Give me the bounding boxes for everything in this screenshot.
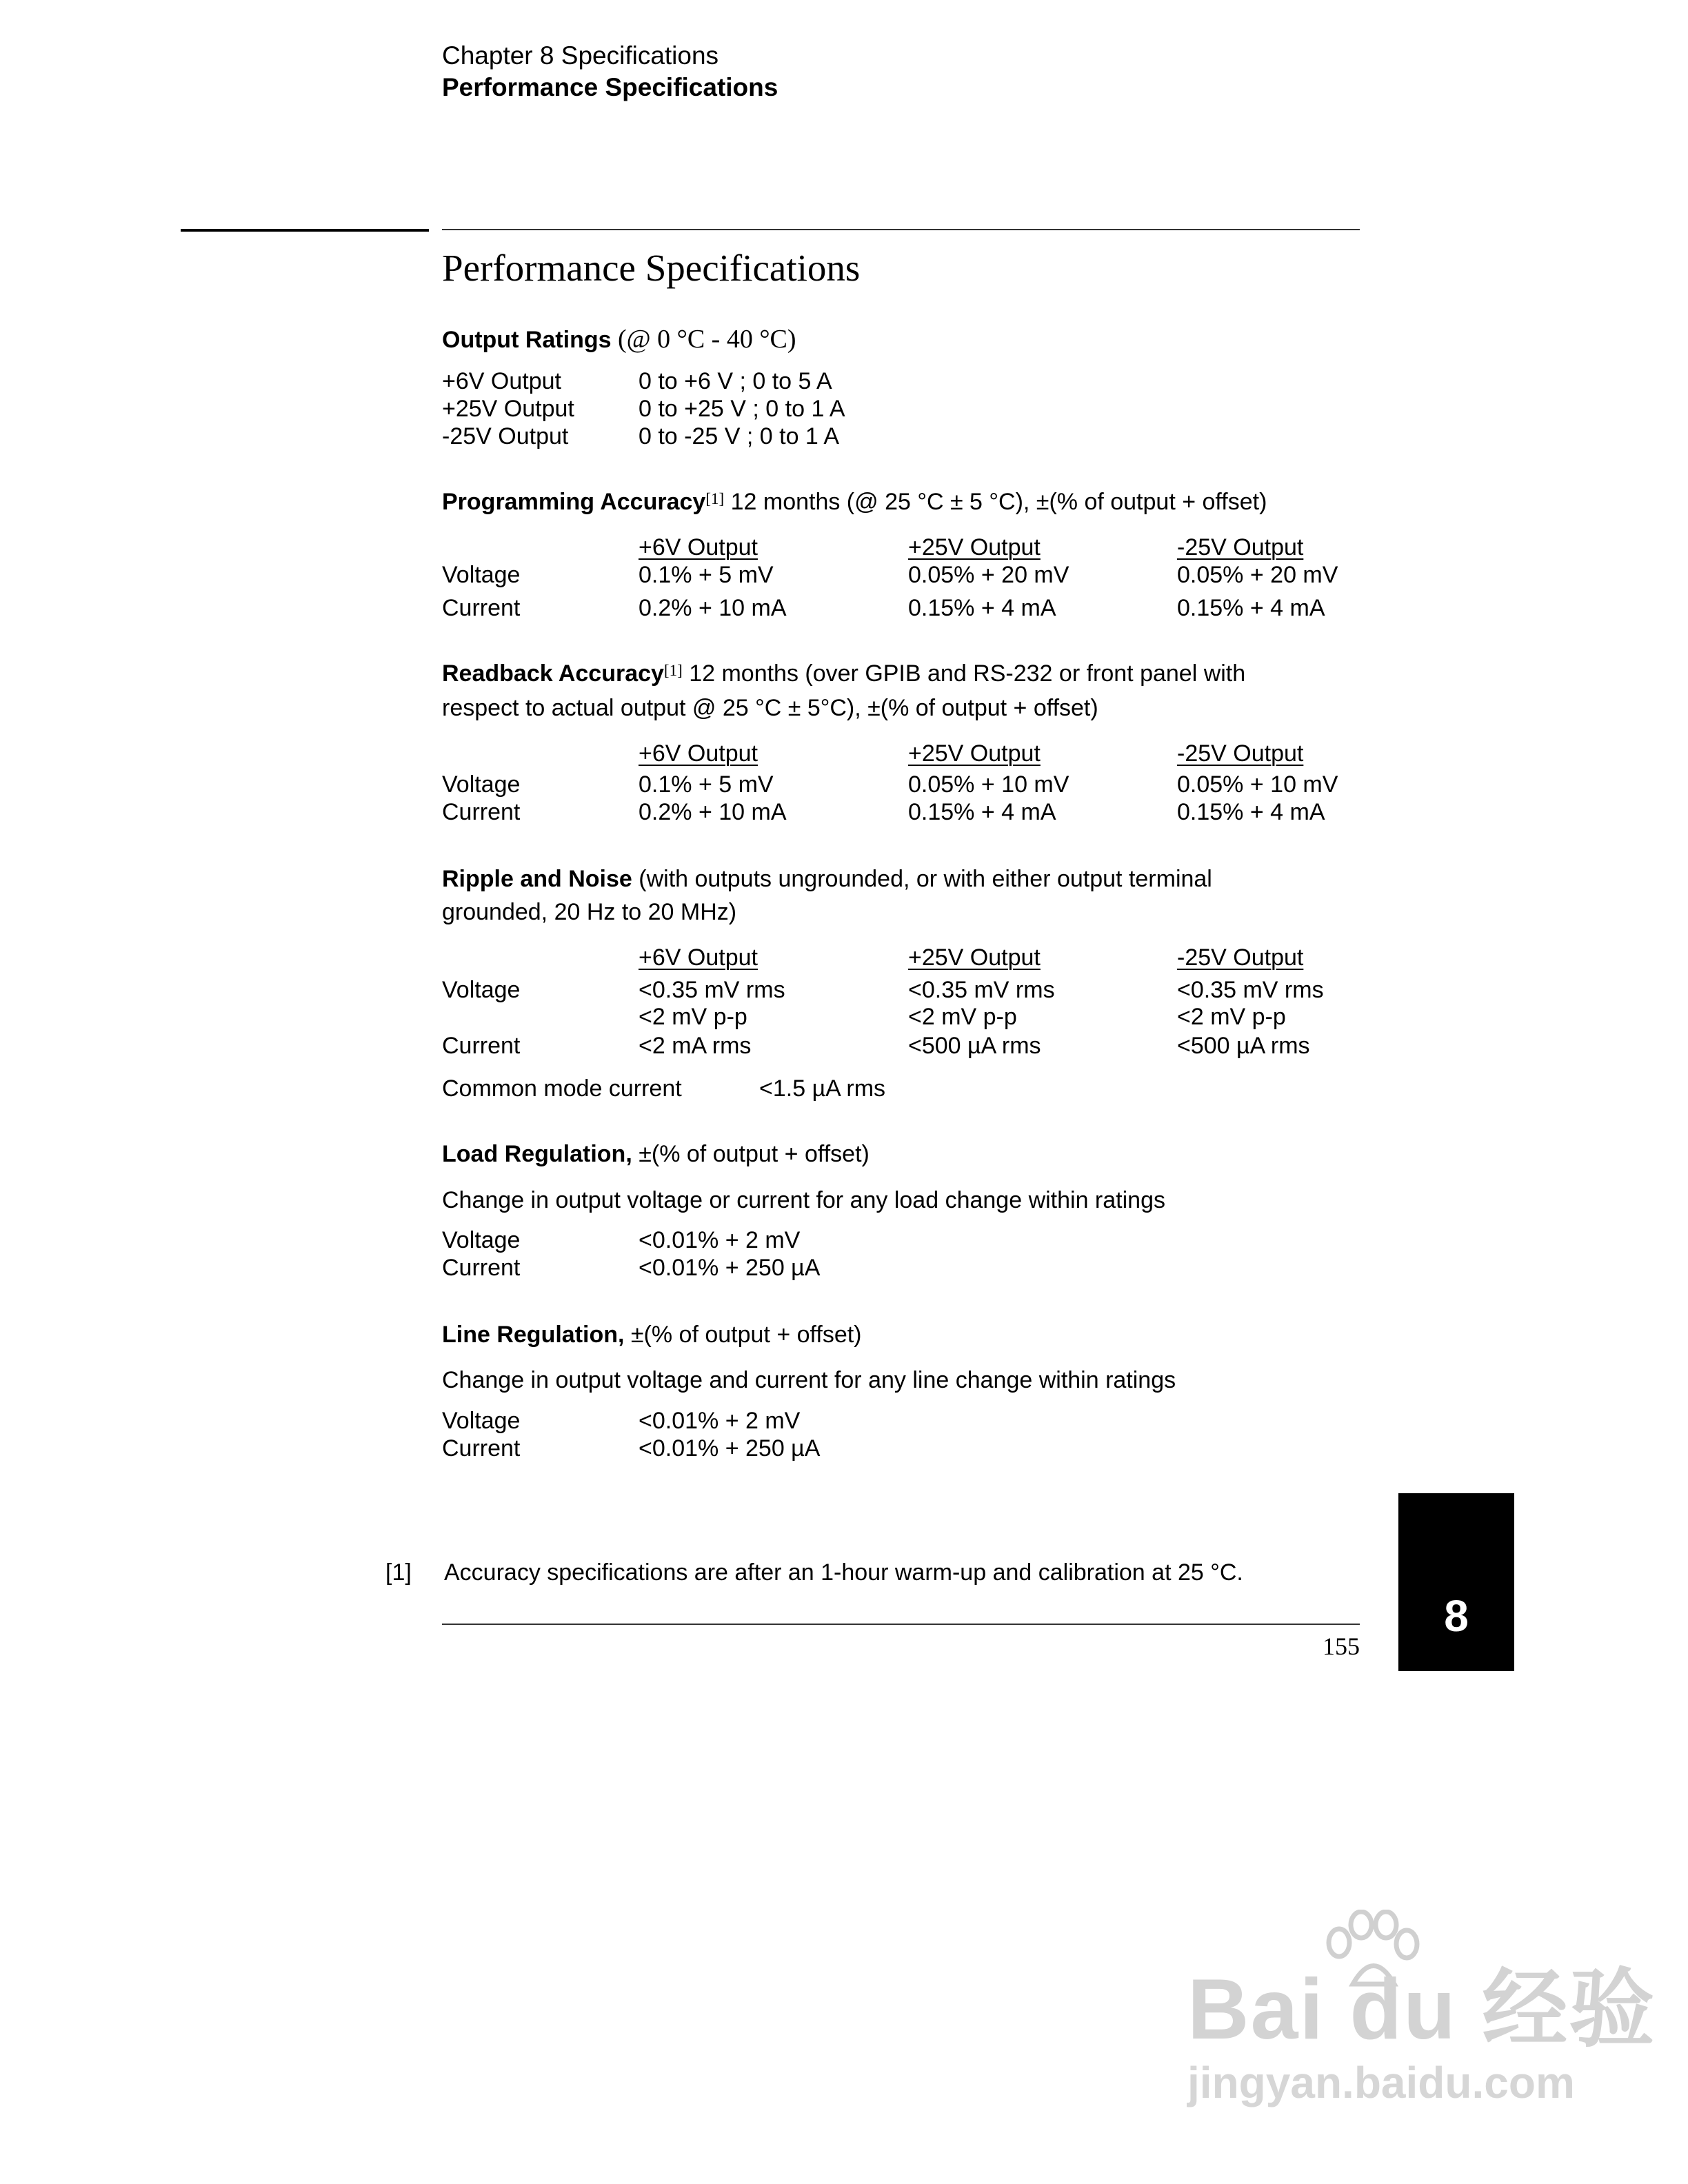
spec-value: 0.05% + 10 mV bbox=[1177, 771, 1338, 798]
ripple-noise-title: Ripple and Noise bbox=[442, 866, 632, 892]
column-header: +6V Output bbox=[639, 944, 758, 971]
output-rating-value: 0 to +25 V ; 0 to 1 A bbox=[639, 396, 845, 422]
load-regulation-suffix: ±(% of output + offset) bbox=[632, 1141, 870, 1167]
column-header: -25V Output bbox=[1177, 944, 1304, 971]
spec-value: 0.15% + 4 mA bbox=[908, 595, 1056, 621]
spec-value: <2 mV p-p bbox=[908, 1004, 1017, 1030]
column-header: +25V Output bbox=[908, 944, 1041, 971]
spec-value: 0.2% + 10 mA bbox=[639, 799, 787, 825]
line-regulation-suffix: ±(% of output + offset) bbox=[624, 1322, 862, 1348]
row-label: Voltage bbox=[442, 771, 521, 798]
output-rating-value: 0 to -25 V ; 0 to 1 A bbox=[639, 423, 840, 449]
output-ratings-heading bbox=[442, 325, 796, 354]
programming-accuracy-description: 12 months (@ 25 °C ± 5 °C), ±(% of output + offset) bbox=[724, 489, 1267, 515]
spec-value: <0.35 mV rms bbox=[639, 977, 785, 1003]
left-rule bbox=[181, 229, 429, 232]
load-regulation-description: Change in output voltage or current for any load change within ratings bbox=[442, 1187, 1165, 1213]
row-label: Voltage bbox=[442, 1408, 521, 1434]
column-header: +25V Output bbox=[908, 534, 1041, 560]
spec-value: 0.15% + 4 mA bbox=[1177, 595, 1325, 621]
common-mode-value: <1.5 µA rms bbox=[759, 1075, 886, 1102]
bottom-rule bbox=[442, 1624, 1360, 1625]
chapter-label: Chapter 8 Specifications bbox=[442, 41, 719, 70]
output-rating-label: +6V Output bbox=[442, 368, 561, 394]
page-number: 155 bbox=[1323, 1632, 1360, 1660]
spec-value: <0.35 mV rms bbox=[908, 977, 1055, 1003]
line-regulation-description: Change in output voltage and current for any line change within ratings bbox=[442, 1367, 1176, 1393]
output-rating-label: -25V Output bbox=[442, 423, 569, 449]
programming-accuracy-heading bbox=[442, 488, 1267, 516]
spec-value: 0.2% + 10 mA bbox=[639, 595, 787, 621]
spec-value: <500 µA rms bbox=[1177, 1033, 1310, 1059]
row-label: Current bbox=[442, 595, 521, 621]
ripple-noise-description-2: grounded, 20 Hz to 20 MHz) bbox=[442, 899, 737, 925]
column-header: -25V Output bbox=[1177, 534, 1304, 560]
chapter-tab-number: 8 bbox=[1444, 1591, 1469, 1641]
footnote-ref: [1] bbox=[705, 490, 725, 507]
column-header: +25V Output bbox=[908, 740, 1041, 767]
spec-value: 0.1% + 5 mV bbox=[639, 771, 774, 798]
row-label: Current bbox=[442, 799, 521, 825]
spec-value: 0.15% + 4 mA bbox=[908, 799, 1056, 825]
spec-value: <0.01% + 2 mV bbox=[639, 1227, 801, 1253]
spec-value: <0.35 mV rms bbox=[1177, 977, 1324, 1003]
output-rating-label: +25V Output bbox=[442, 396, 574, 422]
spec-value: 0.05% + 20 mV bbox=[1177, 562, 1338, 588]
readback-accuracy-title: Readback Accuracy bbox=[442, 660, 664, 687]
column-header: +6V Output bbox=[639, 534, 758, 560]
readback-accuracy-heading bbox=[442, 660, 1245, 687]
watermark-url: jingyan.baidu.com bbox=[1187, 2058, 1575, 2107]
watermark-brand: Bai du 经验 bbox=[1187, 1962, 1656, 2057]
footnote-text: Accuracy specifications are after an 1-hour warm-up and calibration at 25 °C. bbox=[444, 1559, 1243, 1586]
programming-accuracy-title: Programming Accuracy bbox=[442, 489, 706, 515]
spec-value: <0.01% + 250 µA bbox=[639, 1255, 821, 1281]
spec-value: 0.05% + 10 mV bbox=[908, 771, 1069, 798]
spec-value: <2 mV p-p bbox=[639, 1004, 747, 1030]
readback-accuracy-description: 12 months (over GPIB and RS-232 or front panel with bbox=[682, 660, 1246, 687]
output-rating-value: 0 to +6 V ; 0 to 5 A bbox=[639, 368, 832, 394]
column-header: -25V Output bbox=[1177, 740, 1304, 767]
footnote-ref: [1] bbox=[663, 662, 683, 679]
output-ratings-title: Output Ratings bbox=[442, 327, 612, 353]
row-label: Voltage bbox=[442, 1227, 521, 1253]
common-mode-label: Common mode current bbox=[442, 1075, 682, 1102]
spec-value: <2 mA rms bbox=[639, 1033, 752, 1059]
row-label: Current bbox=[442, 1033, 521, 1059]
spec-value: <0.01% + 2 mV bbox=[639, 1408, 801, 1434]
line-regulation-title: Line Regulation, bbox=[442, 1322, 625, 1348]
footnote-marker: [1] bbox=[385, 1559, 412, 1586]
section-label: Performance Specifications bbox=[442, 73, 778, 101]
row-label: Voltage bbox=[442, 562, 521, 588]
spec-value: 0.05% + 20 mV bbox=[908, 562, 1069, 588]
column-header: +6V Output bbox=[639, 740, 758, 767]
row-label: Current bbox=[442, 1435, 521, 1462]
load-regulation-title: Load Regulation, bbox=[442, 1141, 632, 1167]
ripple-noise-description: (with outputs ungrounded, or with either output terminal bbox=[632, 866, 1212, 892]
top-rule bbox=[442, 229, 1360, 230]
row-label: Voltage bbox=[442, 977, 521, 1003]
load-regulation-heading bbox=[442, 1140, 870, 1168]
spec-value: <500 µA rms bbox=[908, 1033, 1041, 1059]
chapter-tab bbox=[1398, 1493, 1514, 1671]
output-ratings-condition: (@ 0 °C - 40 °C) bbox=[617, 325, 796, 354]
ripple-noise-heading bbox=[442, 865, 1212, 893]
row-label: Current bbox=[442, 1255, 521, 1281]
spec-value: 0.1% + 5 mV bbox=[639, 562, 774, 588]
spec-value: <2 mV p-p bbox=[1177, 1004, 1286, 1030]
page-title: Performance Specifications bbox=[442, 247, 861, 289]
readback-accuracy-description-2: respect to actual output @ 25 °C ± 5°C), ±(% of output + offset) bbox=[442, 695, 1098, 721]
spec-value: <0.01% + 250 µA bbox=[639, 1435, 821, 1462]
spec-value: 0.15% + 4 mA bbox=[1177, 799, 1325, 825]
line-regulation-heading bbox=[442, 1321, 862, 1348]
